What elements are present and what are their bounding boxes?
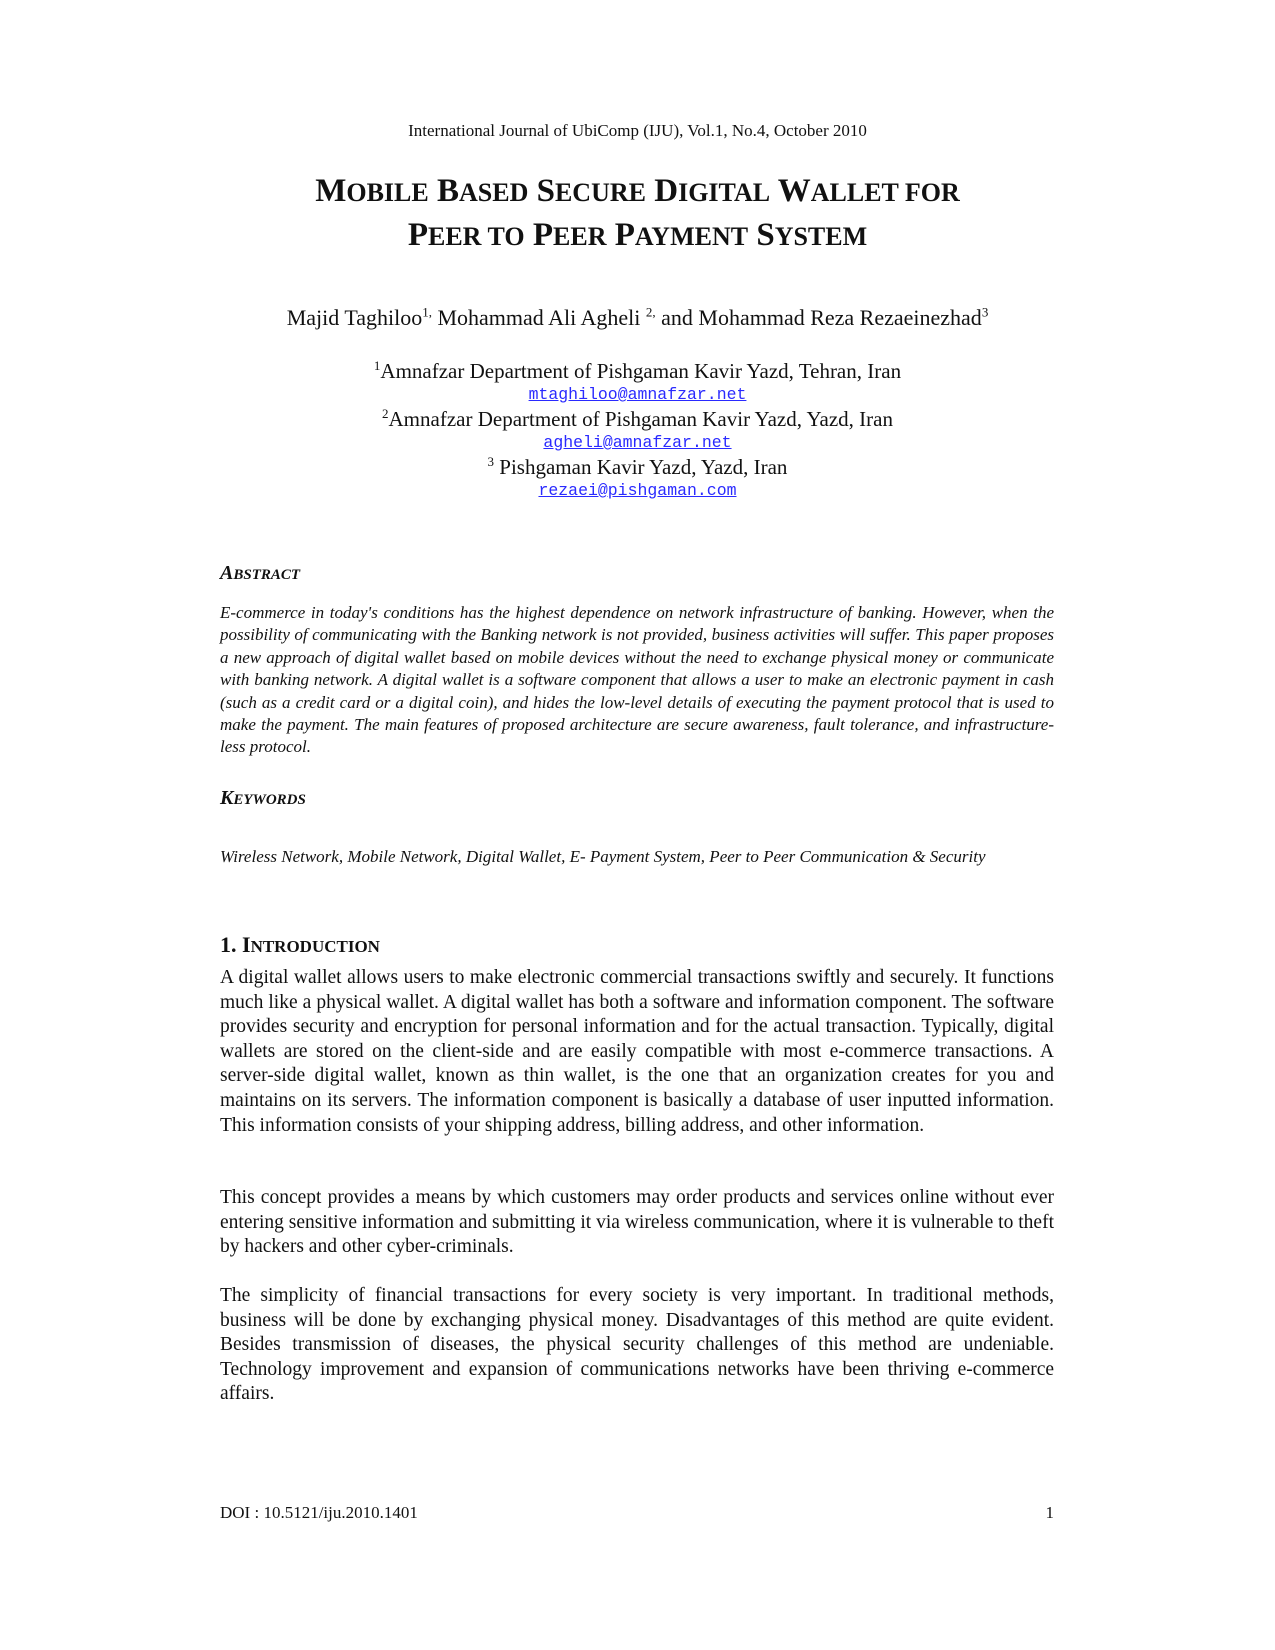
introduction-heading: 1. INTRODUCTION bbox=[220, 932, 380, 957]
title-line-1 bbox=[160, 170, 1115, 214]
keywords-text: Wireless Network, Mobile Network, Digital Wallet, E- Payment System, Peer to Peer Communication & Security bbox=[220, 847, 986, 866]
author-superscript: 2, bbox=[645, 304, 656, 320]
abstract-heading: ABSTRACT bbox=[220, 562, 301, 584]
affiliation-text: Amnafzar Department of Pishgaman Kavir Yazd, Yazd, Iran bbox=[388, 407, 893, 431]
title-word: PEER bbox=[532, 217, 607, 253]
affiliations bbox=[0, 359, 1275, 503]
title-line-2 bbox=[160, 214, 1115, 258]
email-link[interactable]: rezaei@pishgaman.com bbox=[538, 481, 737, 500]
email-row bbox=[0, 383, 1275, 407]
abstract-text: E-commerce in today's conditions has the highest dependence on network infrastructure of banking. However, when the possibility of communicating with the Banking network is not provided, business activities will suffer. This paper proposes a new approach of digital wallet based on mobile devices without the need to exchange physical money or communicate with banking network. A digital wallet is a software component that allows a user to make an electronic payment in cash (such as a credit card or a digital coin), and hides the low-level details of executing the payment protocol that is used to make the payment. The main features of proposed architecture are secure awareness, fault tolerance, and infrastructure-less protocol. bbox=[220, 603, 1054, 757]
title-word: BASED bbox=[436, 173, 529, 209]
affiliation-line bbox=[0, 407, 1275, 431]
title-word: PEER TO bbox=[407, 217, 525, 253]
body-paragraph: The simplicity of financial transactions for every society is very important. In traditional methods, business will be done by exchanging physical money. Disadvantages of this method are quite evident. Besides transmission of diseases, the physical security challenges of this method are undeniable. Technology improvement and expansion of communications networks have been thriving e-commerce affairs. bbox=[220, 1285, 1054, 1405]
title-word: WALLET FOR bbox=[777, 173, 960, 209]
affiliation-text: Pishgaman Kavir Yazd, Yazd, Iran bbox=[494, 455, 788, 479]
affiliation-superscript: 2 bbox=[382, 406, 389, 421]
author-superscript: 1, bbox=[422, 304, 432, 320]
email-link[interactable]: agheli@amnafzar.net bbox=[543, 433, 732, 452]
affiliation-line bbox=[0, 359, 1275, 383]
keywords-heading: KEYWORDS bbox=[220, 787, 306, 809]
page-number: 1 bbox=[1045, 1503, 1054, 1522]
affiliation-line bbox=[0, 455, 1275, 479]
body-paragraph: A digital wallet allows users to make electronic commercial transactions swiftly and securely. It functions much like a physical wallet. A digital wallet has both a software and information component. The software provides security and encryption for personal information and for the actual transaction. Typically, digital wallets are stored on the client-side and are easily compatible with most e-commerce transactions. A server-side digital wallet, known as thin wallet, is the one that an organization creates for you and maintains on its servers. The information component is basically a database of user inputted information. This information consists of your shipping address, billing address, and other information. bbox=[220, 967, 1054, 1136]
author-superscript: 3 bbox=[981, 304, 989, 320]
affiliation-superscript: 3 bbox=[487, 454, 495, 469]
title-word: PAYMENT bbox=[614, 217, 749, 253]
author-name: Majid Taghiloo bbox=[286, 305, 423, 330]
email-row bbox=[0, 479, 1275, 503]
title-word: SYSTEM bbox=[756, 217, 868, 253]
affiliation-superscript: 1 bbox=[373, 358, 381, 373]
paper-title bbox=[160, 170, 1115, 258]
email-link[interactable]: mtaghiloo@amnafzar.net bbox=[528, 385, 747, 404]
affiliation-text: Amnafzar Department of Pishgaman Kavir Yazd, Tehran, Iran bbox=[380, 359, 902, 383]
title-word: MOBILE bbox=[315, 173, 429, 209]
email-row bbox=[0, 431, 1275, 455]
footer-doi: DOI : 10.5121/iju.2010.1401 bbox=[220, 1503, 418, 1522]
body-paragraph: This concept provides a means by which customers may order products and services online without ever entering sensitive information and submitting it via wireless communication, where it is vulnerable to theft by hackers and other cyber-criminals. bbox=[220, 1187, 1054, 1258]
author-name: Mohammad Ali Agheli bbox=[431, 305, 646, 330]
journal-header: International Journal of UbiComp (IJU), Vol.1, No.4, October 2010 bbox=[408, 121, 867, 140]
author-name: and Mohammad Reza Rezaeinezhad bbox=[655, 305, 982, 330]
author-list bbox=[0, 304, 1275, 332]
title-word: SECURE bbox=[536, 173, 646, 209]
title-word: DIGITAL bbox=[654, 173, 771, 209]
